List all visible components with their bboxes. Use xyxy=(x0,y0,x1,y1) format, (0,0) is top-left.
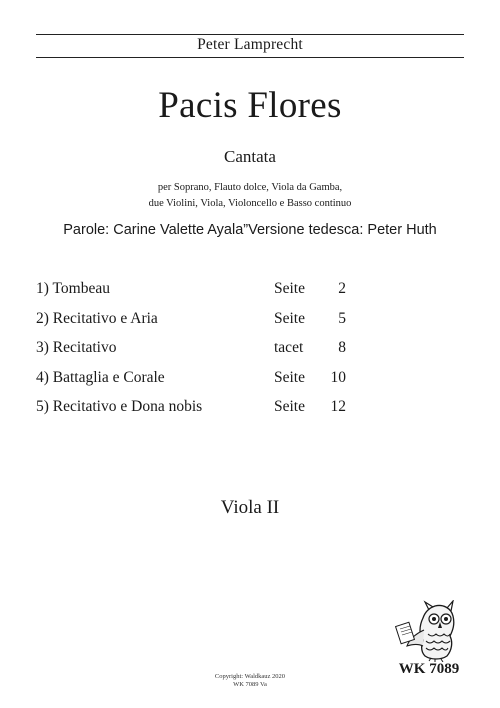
page-number: 5 xyxy=(338,309,346,327)
movement-name: 3) Recitativo xyxy=(36,339,117,356)
lyrics-credit: Parole: Carine Valette Ayala”Versione tedesca: Peter Huth xyxy=(63,222,437,238)
composer-name: Peter Lamprecht xyxy=(197,36,303,53)
page-number: 12 xyxy=(330,398,346,415)
page-number: 8 xyxy=(338,339,346,356)
movement-name: 2) Recitativo e Aria xyxy=(36,309,158,327)
edition-number: WK 7089 Va xyxy=(233,681,267,688)
toc-row xyxy=(36,398,346,428)
catalog-number: WK 7089 xyxy=(398,661,460,677)
toc-row xyxy=(36,369,346,399)
page-number: 2 xyxy=(338,280,346,297)
work-subtitle: Cantata xyxy=(224,147,276,166)
top-rule xyxy=(36,34,464,35)
movement-name: 1) Tombeau xyxy=(36,280,110,297)
part-name: Viola II xyxy=(220,497,280,518)
page-label: tacet xyxy=(274,339,304,356)
instrumentation-line: due Violini, Viola, Violoncello e Basso continuo xyxy=(148,198,352,209)
header-rule xyxy=(36,57,464,58)
page-number: 10 xyxy=(330,368,346,386)
page-label: Seite xyxy=(274,309,305,327)
work-title: Pacis Flores xyxy=(158,85,342,126)
page-label: Seite xyxy=(274,368,305,386)
toc-row xyxy=(36,310,346,340)
movement-name: 5) Recitativo e Dona nobis xyxy=(36,398,203,415)
table-of-contents xyxy=(36,280,346,428)
toc-row xyxy=(36,339,346,369)
page-label: Seite xyxy=(274,280,305,297)
owl-logo-icon xyxy=(395,600,465,662)
page-label: Seite xyxy=(274,398,305,415)
toc-row xyxy=(36,280,346,310)
instrumentation-line: per Soprano, Flauto dolce, Viola da Gamba, xyxy=(157,182,343,193)
copyright-notice: Copyright: Waldkauz 2020 xyxy=(214,673,286,680)
movement-name: 4) Battaglia e Corale xyxy=(36,368,165,386)
